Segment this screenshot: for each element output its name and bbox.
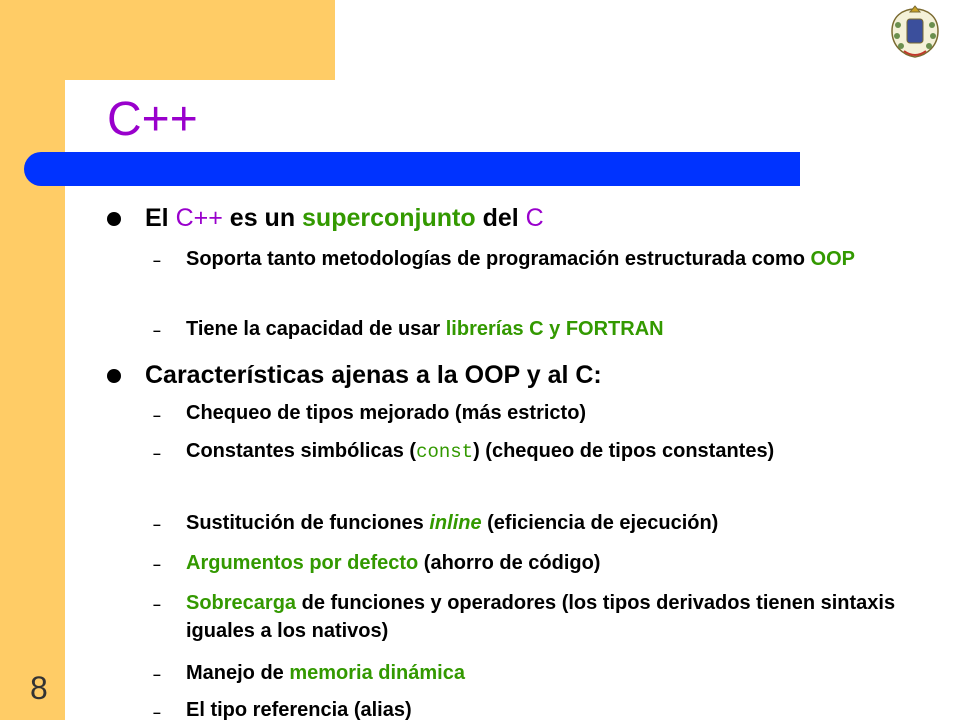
subitem: Soporta tanto metodologías de programación estructurada como OOP (186, 248, 855, 270)
bullet-dot (107, 369, 121, 383)
subitem: Sustitución de funciones inline (eficiencia de ejecución) (186, 512, 719, 534)
bullet-1: El C++ es un superconjunto del C (145, 204, 544, 232)
bullet-2: Características ajenas a la OOP y al C: (145, 361, 602, 389)
dash: – (153, 596, 161, 612)
dash: – (153, 704, 161, 720)
dash: – (153, 516, 161, 532)
dash: – (153, 252, 161, 268)
dash: – (153, 666, 161, 682)
subitem: Tiene la capacidad de usar librerías C y FORTRAN (186, 318, 664, 340)
subitem: Chequeo de tipos mejorado (más estricto) (186, 402, 587, 424)
subitem: Sobrecarga de funciones y operadores (los tipos derivados tienen sintaxis iguales a los nativos) (186, 592, 896, 642)
subitem: Argumentos por defecto (ahorro de código) (186, 552, 601, 574)
dash: – (153, 445, 161, 461)
subitem: El tipo referencia (alias) (186, 699, 412, 721)
slide-number: 8 (30, 670, 48, 706)
dash: – (153, 556, 161, 572)
dash: – (153, 322, 161, 338)
subitem: Constantes simbólicas (const) (chequeo de tipos constantes) (186, 440, 775, 463)
dash: – (153, 407, 161, 423)
bullet-dot (107, 212, 121, 226)
subitem: Manejo de memoria dinámica (186, 662, 465, 684)
slide-title: C++ (107, 93, 198, 146)
